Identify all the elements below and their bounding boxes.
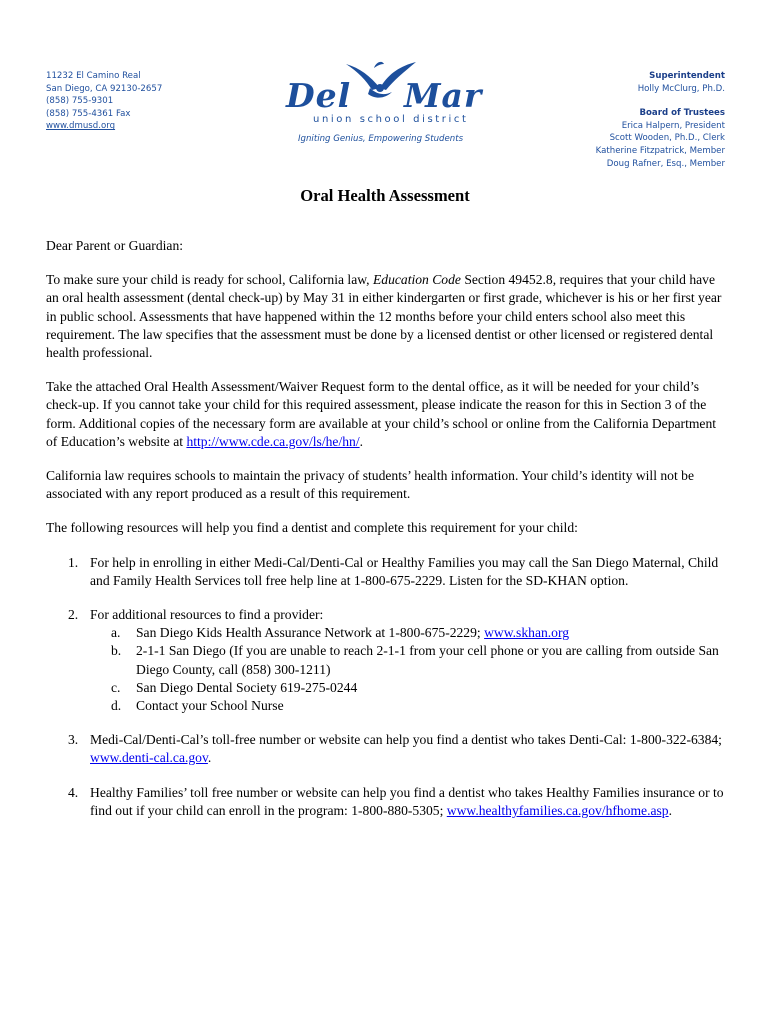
trustee: Doug Rafner, Esq., Member (606, 158, 725, 169)
leadership-block (596, 70, 725, 170)
denti-cal-link[interactable]: www.denti-cal.ca.gov (90, 750, 208, 766)
trustee: Katherine Fitzpatrick, Member (595, 145, 725, 156)
trustee: Scott Wooden, Ph.D., Clerk (609, 133, 725, 144)
phone-number: (858) 755-9301 (46, 96, 114, 107)
website-link[interactable]: www.dmusd.org (46, 121, 116, 132)
street-address: 11232 El Camino Real (46, 71, 141, 81)
list-item: 1. For help in enrolling in either Medi-Cal/Denti-Cal or Healthy Families you may call the San Diego Maternal, Child and Family Health Services toll free help line at 1-800-675-2229. Listen for the SD-KHAN option. (68, 554, 719, 588)
cde-website-link[interactable]: http://www.cde.ca.gov/ls/he/hn/ (186, 433, 360, 449)
trustee: Erica Halpern, President (621, 120, 725, 131)
list-item: 4. Healthy Families’ toll free number or website can help you find a dentist who takes Healthy Families insurance or to find out if your child can enroll in the program: 1-800-880-5305; www.healthyfamilies.ca.gov/hfhome.asp. (68, 784, 724, 818)
letter-body (46, 237, 730, 836)
sub-list-item: a. San Diego Kids Health Assurance Network at 1-800-675-2229; www.skhan.org (111, 625, 570, 641)
salutation: Dear Parent or Guardian: (46, 238, 184, 253)
sub-list-item: c. San Diego Dental Society 619-275-0244 (111, 679, 358, 695)
skhan-link[interactable]: www.skhan.org (484, 625, 570, 641)
paragraph-privacy: California law requires schools to maintain the privacy of students’ health information. Your child’s identity will not be associated with any report produced as a result of this requirement. (46, 468, 694, 502)
district-address (46, 70, 162, 133)
board-heading: Board of Trustees (639, 108, 725, 119)
logo-subtitle: union school district (313, 114, 469, 125)
education-code-emphasis: Education Code (372, 272, 461, 288)
paragraph-requirement: To make sure your child is ready for school, California law, Education Code Section 49452.8, requires that your child have an oral health assessment (dental check-up) by May 31 in either kindergarten or first grade, whichever is his or her first year in public school. Assessments that have happened within the 12 months before your child enters school also meet this requirement. The law specifies that the assessment must be done by a licensed dentist or other licensed or registered dental health professional. (46, 272, 722, 361)
district-logo (282, 58, 492, 154)
logo-word-del: Del (286, 76, 352, 115)
page-title: Oral Health Assessment (300, 186, 470, 205)
healthy-families-link[interactable]: www.healthyfamilies.ca.gov/hfhome.asp (446, 802, 669, 818)
paragraph-form: Take the attached Oral Health Assessment/Waiver Request form to the dental office, as it will be needed for your child’s check-up. If you cannot take your child for this required assessment, please indicate the reason for this in Section 3 of the form. Additional copies of the necessary form are available at your child’s school or online from the California Department of Education’s website at http://www.cde.ca.gov/ls/he/hn/. (46, 379, 717, 449)
sub-list-item: b. 2-1-1 San Diego (If you are unable to reach 2-1-1 from your cell phone or you are calling from outside San Diego County, call (858) 300-1211) (111, 643, 719, 677)
list-item: 2. For additional resources to find a provider: a. San Diego Kids Health Assurance Network at 1-800-675-2229; www.skhan.org b. 2-1-1 San Diego (If you are unable to reach 2-1-1 from your cell phone or you are calling from outside San Diego County, call (858) 300-1211) c. San Diego Dental Society 619-275-0244 d. Contact your School Nurse (46, 606, 730, 715)
logo-word-mar: Mar (404, 76, 483, 115)
superintendent-heading: Superintendent (649, 71, 725, 81)
fax-number: (858) 755-4361 Fax (46, 108, 131, 119)
list-item: 3. Medi-Cal/Denti-Cal’s toll-free number or website can help you find a dentist who takes Denti-Cal: 1-800-322-6384; www.denti-cal.ca.gov. (68, 732, 722, 766)
city-state-zip: San Diego, CA 92130-2657 (46, 83, 163, 94)
paragraph-resources-intro: The following resources will help you find a dentist and complete this requirement for your child: (46, 520, 578, 536)
superintendent-name: Holly McClurg, Ph.D. (637, 83, 725, 94)
sub-list-item: d. Contact your School Nurse (111, 698, 284, 714)
logo-tagline: Igniting Genius, Empowering Students (298, 134, 464, 144)
